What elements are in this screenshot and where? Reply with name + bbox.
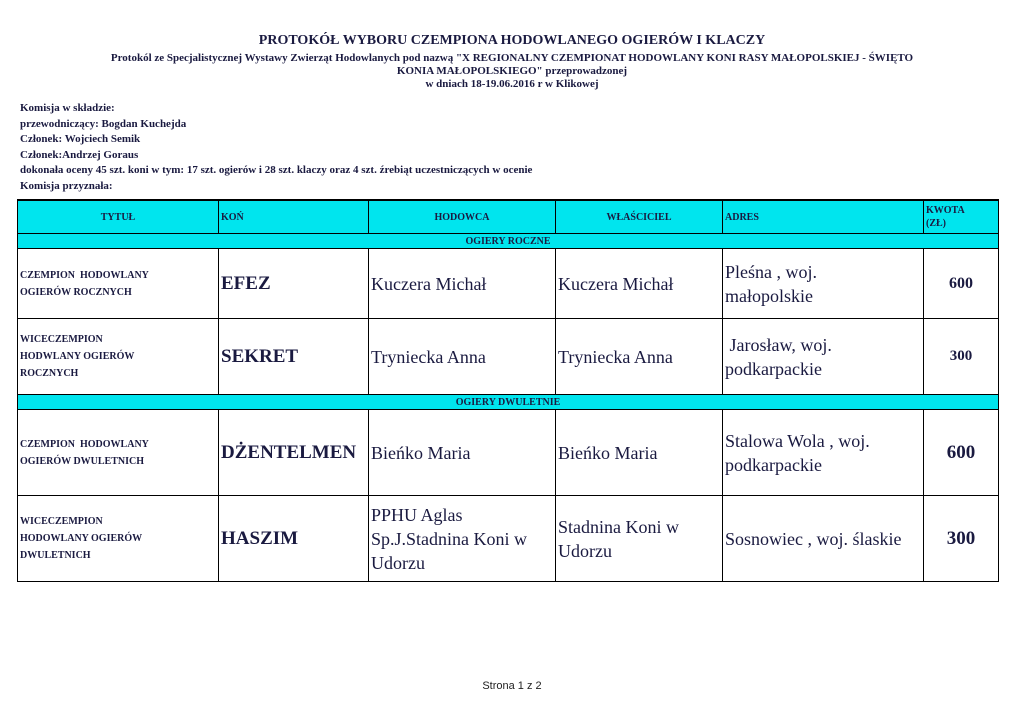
prize-amount: 600 [924,249,999,319]
header-kwota [924,200,999,234]
address-line: Pleśna , woj. [725,261,817,282]
award-title [18,319,219,395]
address [723,249,924,319]
award-title-line: OGIERÓW DWULETNICH [20,455,145,467]
owner [556,410,723,496]
header-tytul: TYTUŁ [18,200,219,234]
address-line: podkarpackie [725,358,822,379]
section-row [18,395,999,410]
document-title: PROTOKÓŁ WYBORU CZEMPIONA HODOWLANEGO OGIERÓW I KLACZY [258,33,766,48]
horse-name: DŻENTELMEN [219,410,369,496]
breeder [369,496,556,582]
document-subtitle [60,52,964,91]
owner-line: Udorzu [558,540,612,561]
award-title-line: WICECZEMPION [20,334,103,345]
owner [556,319,723,395]
prize-amount: 300 [924,319,999,395]
award-title-line: ROCZNYCH [20,368,79,379]
breeder [369,319,556,395]
page-number: Strona 1 z 2 [482,680,542,692]
section-label: OGIERY DWULETNIE [18,395,999,410]
breeder-line: Udorzu [371,552,425,573]
prize-amount: 600 [924,410,999,496]
award-title-line: CZEMPION HODOWLANY [20,438,149,450]
address-line: Jarosław, woj. [725,334,832,355]
commission-block [20,101,532,194]
award-title-line: DWULETNICH [20,550,91,561]
table-row [18,496,999,582]
horse-name: HASZIM [219,496,369,582]
subtitle-line: KONIA MAŁOPOLSKIEGO" przeprowadzonej [396,65,628,77]
commission-member: Członek: Wojciech Semik [20,133,141,145]
breeder-line: Tryniecka Anna [371,346,486,367]
header-kwota-unit: (ZŁ) [926,218,946,229]
owner-line: Kuczera Michał [558,273,674,294]
commission-chair: przewodniczący: Bogdan Kuchejda [20,117,187,130]
address [723,496,924,582]
section-label: OGIERY ROCZNE [18,234,999,249]
award-title [18,249,219,319]
header-kwota-label: KWOTA [926,205,965,216]
header-wlasciciel: WŁAŚCICIEL [556,200,723,234]
header-hodowca: HODOWCA [369,200,556,234]
breeder [369,249,556,319]
commission-assessment: dokonała oceny 45 szt. koni w tym: 17 szt. ogierów i 28 szt. klaczy oraz 4 szt. źrebiąt uczestniczących w ocenie [20,164,533,176]
address [723,319,924,395]
award-title-line: HODOWLANY OGIERÓW [20,533,143,544]
owner [556,496,723,582]
horse-name: SEKRET [219,319,369,395]
award-title-line: OGIERÓW ROCZNYCH [20,286,132,298]
commission-member: Członek:Andrzej Goraus [20,148,139,161]
section-row [18,234,999,249]
breeder-line: PPHU Aglas [371,504,463,525]
award-title-line: WICECZEMPION [20,516,103,527]
award-title [18,496,219,582]
commission-awarded: Komisja przyznała: [20,179,113,192]
address-line: podkarpackie [725,454,822,475]
horse-name: EFEZ [219,249,369,319]
owner-line: Tryniecka Anna [558,346,673,367]
owner-line: Bieńko Maria [558,442,658,463]
table-row [18,249,999,319]
owner [556,249,723,319]
owner-line: Stadnina Koni w [558,516,679,537]
award-title-line: HODWLANY OGIERÓW [20,351,135,362]
breeder-line: Kuczera Michał [371,273,487,294]
address-line: małopolskie [725,285,813,306]
table-row [18,410,999,496]
prize-amount: 300 [924,496,999,582]
address-line: Stalowa Wola , woj. [725,430,870,451]
commission-heading: Komisja w składzie: [20,102,115,114]
table-header-row [18,200,999,234]
award-title-line: CZEMPION HODOWLANY [20,269,149,281]
awards-table [17,199,999,582]
breeder [369,410,556,496]
breeder-line: Bieńko Maria [371,442,471,463]
address-line: Sosnowiec , woj. ślaskie [725,528,902,549]
header-kon: KOŃ [219,200,369,234]
header-adres: ADRES [723,200,924,234]
subtitle-line: Protokól ze Specjalistycznej Wystawy Zwierząt Hodowlanych pod nazwą "X REGIONALNY CZEMPIONAT HODOWLANY KONI RASY MAŁOPOLSKIEJ - ŚWIĘTO [110,52,914,64]
subtitle-line: w dniach 18-19.06.2016 r w Klikowej [425,78,599,90]
breeder-line: Sp.J.Stadnina Koni w [371,528,528,549]
address [723,410,924,496]
award-title [18,410,219,496]
table-row [18,319,999,395]
